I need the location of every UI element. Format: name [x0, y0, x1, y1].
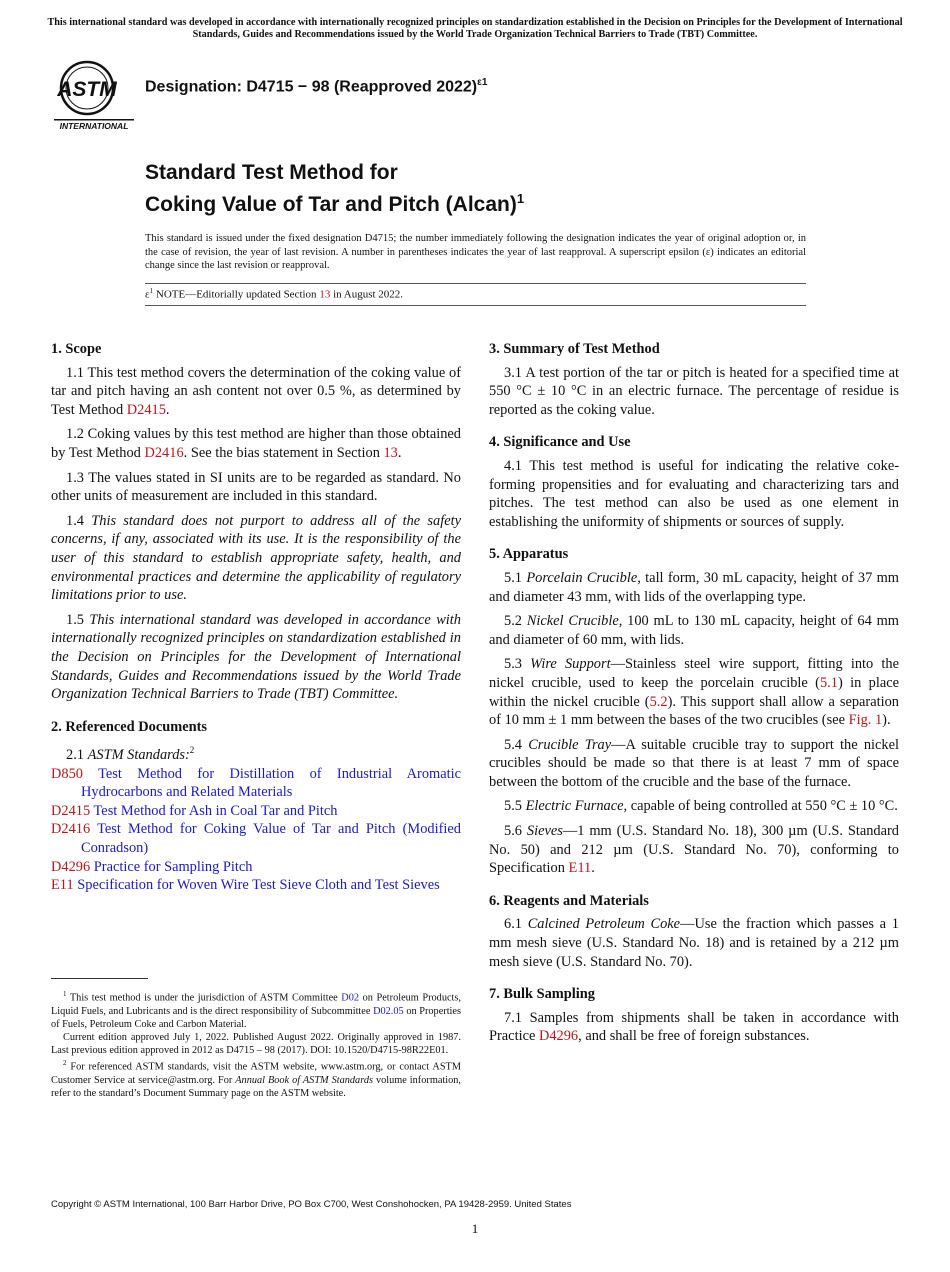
- document-title: [145, 160, 524, 218]
- para-5-5-text: capable of being controlled at 550 °C ± 10 °C.: [627, 798, 898, 815]
- para-1-3: 1.3 The values stated in SI units are to be regarded as standard. No other units of measurement are included in this standard.: [51, 469, 461, 505]
- footnotes: [51, 988, 461, 1100]
- para-4-1: 4.1 This test method is useful for indicating the relative coke-forming propensities and for evaluating and characterizing tars and pitches. The test method can also be used as one element in establishing the uniformity of shipments or sources of supply.: [489, 457, 899, 530]
- note-section-link[interactable]: 13: [319, 288, 331, 301]
- ref-title[interactable]: Test Method for Ash in Coal Tar and Pitch: [90, 802, 338, 819]
- note-epsilon-sup: 1: [149, 287, 154, 295]
- para-3-1: 3.1 A test portion of the tar or pitch is heated for a specified time at 550 °C ± 10 °C in an electric furnace. The percentage of residue is reported as the coking value.: [489, 364, 899, 418]
- para-5-3-term: Wire Support: [530, 656, 611, 673]
- footnote-1-text-c: on Properties of Fuels, Petroleum Coke and Carbon Material.: [51, 1005, 461, 1030]
- section-5-heading: 5. Apparatus: [489, 546, 569, 563]
- note-epsilon: ε: [145, 288, 150, 301]
- designation-text: Designation: D4715 − 98 (Reapproved 2022): [145, 78, 478, 96]
- para-5-2-text: 100 mL to 130 mL capacity, height of 64 mm and diameter of 60 mm, with lids.: [489, 613, 899, 648]
- section-7-heading: 7. Bulk Sampling: [489, 986, 595, 1003]
- ref-title[interactable]: Practice for Sampling Pitch: [90, 858, 253, 875]
- link-fig-1[interactable]: Fig. 1: [848, 712, 883, 729]
- para-1-2: [51, 425, 461, 462]
- section-2-heading: 2. Referenced Documents: [51, 718, 207, 735]
- para-5-6-term: Sieves: [526, 823, 563, 840]
- section-6-heading: 6. Reagents and Materials: [489, 892, 649, 909]
- reference-item[interactable]: [51, 858, 461, 877]
- para-1-5: [51, 611, 461, 704]
- para-5-3-text-d: ).: [882, 712, 891, 729]
- right-column: [489, 340, 899, 1052]
- title-line-2: [145, 186, 524, 218]
- para-5-1-text: tall form, 30 mL capacity, height of 37 mm and diameter 43 mm, with lids of the overlapping type.: [489, 569, 899, 605]
- ref-code[interactable]: D4296: [51, 858, 91, 875]
- para-5-3-text-c: ). This support shall allow a separation of 10 mm ± 1 mm between the bases of the two crucibles (see: [489, 693, 899, 729]
- para-5-5-num: 5.5: [504, 798, 526, 815]
- left-column: [51, 340, 461, 895]
- reference-item[interactable]: [51, 820, 461, 857]
- para-5-3: [489, 655, 899, 729]
- para-6-1-term: Calcined Petroleum Coke: [527, 916, 681, 933]
- footnote-1-edition: Current edition approved July 1, 2022. Published August 2022. Originally approved in 1987. Last previous edition approved in 2012 as D4715 – 98 (2017). DOI: 10.1520/D4715-98R22E01.: [51, 1032, 461, 1057]
- para-5-2-term: Nickel Crucible,: [526, 613, 623, 630]
- note-text-a: NOTE—Editorially updated Section: [153, 288, 320, 301]
- para-2-1-num: 2.1: [66, 747, 88, 764]
- link-d2415[interactable]: D2415: [126, 401, 166, 418]
- footnote-1-mark: 1: [63, 990, 67, 998]
- link-5-2[interactable]: 5.2: [649, 693, 668, 710]
- para-1-1-text: 1.1 This test method covers the determination of the coking value of tar and pitch having an ash content not over 0.5 %, as determined by Test Method: [51, 364, 461, 418]
- para-1-4: [51, 512, 461, 605]
- issuance-statement: This standard is issued under the fixed designation D4715; the number immediately following the designation indicates the year of original adoption or, in the case of revision, the year of last revision. A number in parentheses indicates the year of last reapproval. A superscript epsilon (ε) indicates an editorial change since the last revision or reapproval.: [145, 233, 806, 271]
- link-e11[interactable]: E11: [568, 860, 592, 877]
- footnote-1: [51, 988, 461, 1031]
- reference-item[interactable]: [51, 765, 461, 802]
- ref-code[interactable]: D850: [51, 765, 83, 782]
- para-7-1-end: , and shall be free of foreign substances.: [578, 1028, 810, 1045]
- para-5-3-text-a: —Stainless steel wire support, fitting into the nickel crucible, used to keep the porcelain crucible (: [489, 656, 899, 691]
- astm-logo-icon: [50, 55, 138, 131]
- para-6-1: [489, 915, 899, 971]
- section-4-heading: 4. Significance and Use: [489, 434, 631, 451]
- title-footnote-ref: 1: [516, 191, 525, 206]
- para-1-5-text: This international standard was developed in accordance with internationally recognized principles on standardization established in the Decision on Principles for the Development of International Standards, Guides and Recommendations issued by the World Trade Organization Technical Barriers to Trade (TBT) Committee.: [51, 611, 461, 703]
- logo-subtext: INTERNATIONAL: [59, 121, 129, 131]
- ref-title[interactable]: Test Method for Distillation of Industrial Aromatic Hydrocarbons and Related Materials: [81, 765, 461, 801]
- para-5-2: [489, 612, 899, 649]
- para-6-1-num: 6.1: [504, 916, 528, 933]
- copyright: Copyright © ASTM International, 100 Barr Harbor Drive, PO Box C700, West Conshohocken, PA 19428-2959. United States: [51, 1199, 572, 1210]
- editorial-note: [145, 287, 403, 301]
- title-line-1: Standard Test Method for: [145, 161, 398, 184]
- para-1-5-num: 1.5: [66, 611, 90, 628]
- para-5-6: [489, 822, 899, 878]
- ref-code[interactable]: D2416: [51, 821, 91, 838]
- footnote-2: [51, 1057, 461, 1100]
- para-5-2-num: 5.2: [504, 613, 527, 630]
- para-7-1-text: 7.1 Samples from shipments shall be taken in accordance with Practice: [489, 1009, 899, 1045]
- footnote-2-text-b: volume information, refer to the standard’s Document Summary page on the ASTM website.: [51, 1075, 461, 1100]
- para-5-1-num: 5.1: [504, 569, 527, 586]
- link-section-13[interactable]: 13: [383, 444, 398, 461]
- note-rule-bottom: [145, 305, 806, 306]
- footnote-2-book: Annual Book of ASTM Standards: [235, 1075, 373, 1087]
- reference-list: [51, 765, 461, 895]
- para-1-1-end: .: [165, 401, 170, 418]
- para-5-5: [489, 797, 899, 816]
- reference-item[interactable]: [51, 802, 461, 821]
- para-5-1: [489, 569, 899, 606]
- para-2-1-footnote-ref: 2: [189, 745, 195, 756]
- logo-letters: ASTM: [57, 78, 117, 101]
- footnote-rule: [51, 978, 148, 979]
- link-subcommittee-d0205[interactable]: D02.05: [373, 1005, 404, 1017]
- para-5-1-term: Porcelain Crucible,: [526, 569, 641, 586]
- section-3-heading: 3. Summary of Test Method: [489, 341, 660, 357]
- section-1-heading: 1. Scope: [51, 341, 102, 357]
- footnote-1-text-b: on Petroleum Products, Liquid Fuels, and Lubricants and is the direct responsibility of Subcommittee: [51, 992, 461, 1017]
- para-1-2-end: .: [397, 444, 402, 461]
- para-5-4-text: —A suitable crucible tray to support the nickel crucibles should be made so that there is at least 7 mm of space between the bottom of the crucible and the base of the furnace.: [489, 736, 899, 790]
- designation: [145, 77, 487, 96]
- footnote-1-text-a: This test method is under the jurisdiction of ASTM Committee: [66, 992, 342, 1004]
- designation-epsilon: ε1: [477, 77, 488, 88]
- top-notice: This international standard was developed in accordance with internationally recognized principles on standardization established in the Decision on Principles for the Development of International Standards, Guides and Recommendations issued by the World Trade Organization Technical Barriers to Trade (TBT) Committee.: [47, 17, 903, 40]
- para-2-1-text: ASTM Standards:: [87, 747, 190, 764]
- para-5-6-num: 5.6: [504, 823, 527, 840]
- ref-code[interactable]: D2415: [51, 802, 91, 819]
- ref-title[interactable]: Specification for Woven Wire Test Sieve Cloth and Test Sieves: [73, 877, 440, 894]
- ref-title[interactable]: Test Method for Coking Value of Tar and Pitch (Modified Conradson): [81, 821, 461, 857]
- page-number: 1: [471, 1221, 479, 1236]
- link-committee-d02[interactable]: D02: [341, 992, 360, 1004]
- reference-item[interactable]: [51, 876, 461, 895]
- para-6-1-text: —Use the fraction which passes a 1 mm mesh sieve (U.S. Standard No. 18) and is retained by a 212 µm mesh sieve (U.S. Standard No. 70).: [489, 916, 899, 970]
- para-5-4: [489, 736, 899, 792]
- para-1-2-text: 1.2 Coking values by this test method are higher than those obtained by Test Method: [51, 426, 461, 461]
- para-1-4-text: This standard does not purport to address all of the safety concerns, if any, associated with its use. It is the responsibility of the user of this standard to establish appropriate safety, health, and environmental practices and determine the applicability of regulatory limitations prior to use.: [51, 512, 461, 604]
- para-1-4-num: 1.4: [66, 512, 92, 529]
- para-5-5-term: Electric Furnace,: [525, 798, 628, 815]
- link-5-1[interactable]: 5.1: [819, 674, 838, 691]
- ref-code[interactable]: E11: [51, 877, 74, 894]
- title-line-2-text: Coking Value of Tar and Pitch (Alcan): [145, 193, 517, 216]
- note-text-b: in August 2022.: [330, 288, 404, 301]
- para-5-6-end: .: [591, 860, 595, 877]
- para-5-3-text-b: ) in place within the nickel crucible (: [489, 674, 899, 710]
- para-2-1: [51, 741, 461, 764]
- link-d4296[interactable]: D4296: [538, 1028, 579, 1045]
- para-1-1: [51, 364, 461, 420]
- para-5-6-text: —1 mm (U.S. Standard No. 18), 300 µm (U.S. Standard No. 50) and 212 µm (U.S. Standard No. 70), conforming to Specification: [489, 823, 899, 877]
- para-5-4-term: Crucible Tray: [528, 736, 612, 753]
- footnote-2-text-a: For referenced ASTM standards, visit the ASTM website, www.astm.org, or contact ASTM Customer Service at service@astm.org. For: [51, 1061, 461, 1087]
- footnote-2-mark: 2: [63, 1059, 67, 1068]
- para-5-4-num: 5.4: [504, 736, 529, 753]
- link-d2416[interactable]: D2416: [144, 444, 184, 461]
- para-7-1: [489, 1009, 899, 1046]
- para-5-3-num: 5.3: [504, 656, 531, 673]
- para-1-2-text-b: . See the bias statement in Section: [183, 444, 384, 461]
- note-rule-top: [145, 283, 806, 284]
